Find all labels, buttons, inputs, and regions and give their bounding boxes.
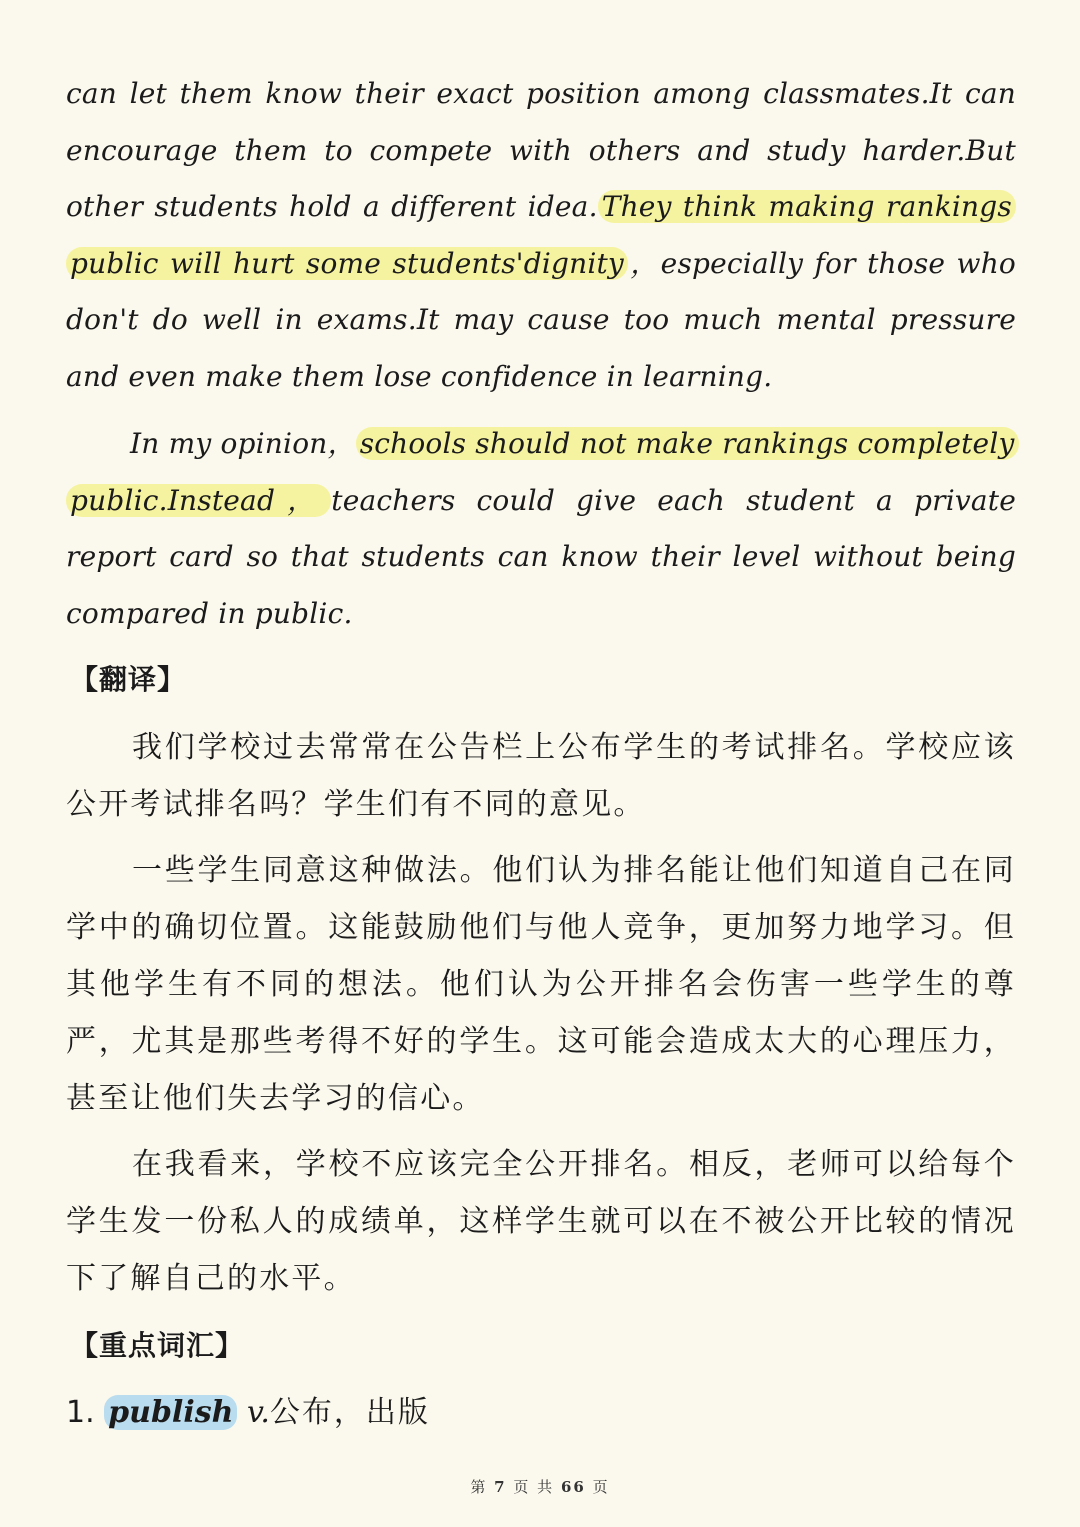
english-text: can let them know their exact position among classmates.It can encourage them to compete with others and study harder.But other students hold a different idea. [66,77,1016,223]
current-page-number: 7 [494,1478,507,1496]
vocabulary-heading: 【重点词汇】 [70,1329,245,1362]
vocab-part-of-speech: v. [246,1395,270,1430]
vocab-word: publish [104,1395,237,1430]
translation-paragraph-1: 我们学校过去常常在公告栏上公布学生的考试排名。学校应该公开考试排名吗？学生们有不同的意见。 [66,730,1016,822]
footer-prefix: 第 [470,1478,488,1496]
translation-heading: 【翻译】 [70,663,187,696]
yellow-highlight: schools should not make rankings completely public.Instead， [66,427,1019,517]
vocab-definition: 公布，出版 [269,1395,430,1430]
english-text: ，especially for those who don't do well in exams.It may cause too much mental pressure and even make them lose confidence in learning. [66,246,1016,393]
page-number-footer [0,1476,1080,1497]
yellow-highlight: They think making rankings public will hurt some students'dignity [66,190,1016,280]
english-paragraph-1 [66,66,1016,405]
english-text: teachers could give each student a private report card so that students can know their level without being compared in public. [66,483,1016,630]
vocab-item [66,1388,430,1438]
translation-paragraph-3: 在我看来，学校不应该完全公开排名。相反，老师可以给每个学生发一份私人的成绩单，这样学生就可以在不被公开比较的情况下了解自己的水平。 [66,1147,1016,1296]
english-paragraph-2 [66,416,1016,642]
vocab-number: 1. [66,1395,95,1430]
total-page-count: 66 [560,1478,586,1496]
english-text: In my opinion， [130,427,356,460]
footer-middle: 页 共 [513,1478,555,1496]
footer-suffix: 页 [592,1478,610,1496]
translation-paragraph-2: 一些学生同意这种做法。他们认为排名能让他们知道自己在同学中的确切位置。这能鼓励他们与他人竞争，更加努力地学习。但其他学生有不同的想法。他们认为公开排名会伤害一些学生的尊严，尤其是那些考得不好的学生。这可能会造成太大的心理压力，甚至让他们失去学习的信心。 [66,853,1016,1116]
